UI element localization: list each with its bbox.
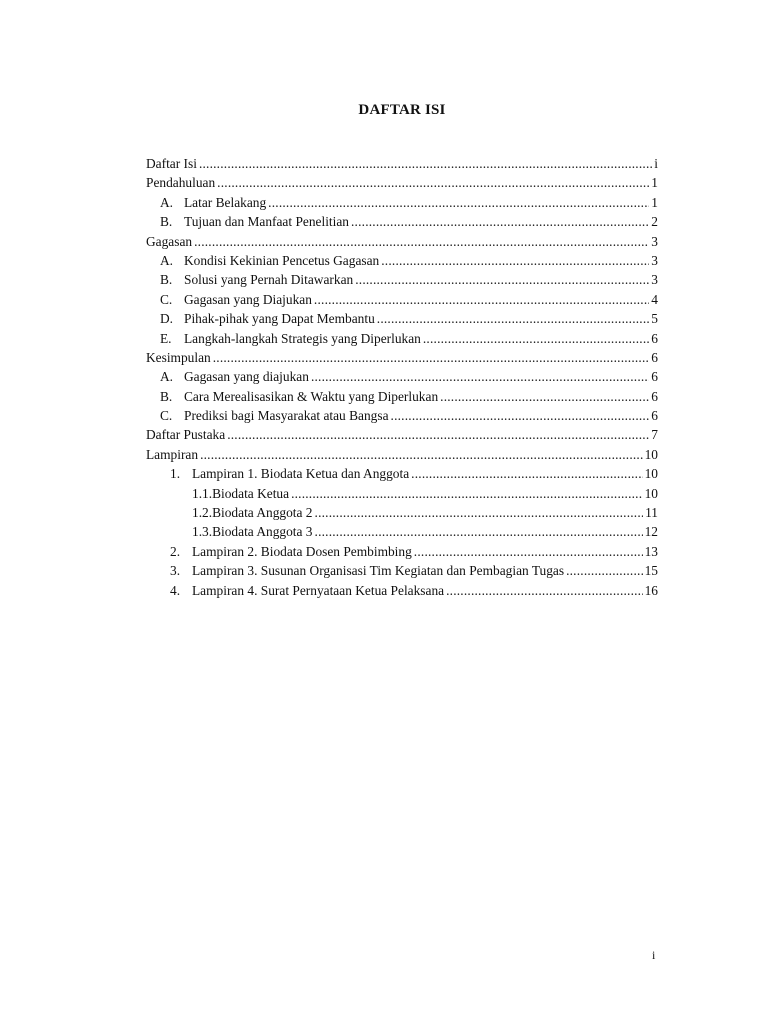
toc-entry-page: 16 [644,582,658,598]
toc-entry-page: 3 [651,252,658,268]
toc-entry[interactable] [146,445,658,464]
toc-entry[interactable] [146,503,658,522]
toc-entry-title: Cara Merealisasikan & Waktu yang Diperlukan [184,388,439,404]
toc-entry-marker: C. [160,408,173,424]
toc-entry-marker: 2. [170,543,181,559]
toc-entry[interactable] [146,309,658,328]
dot-leader [355,270,649,289]
toc-entry[interactable] [146,290,658,309]
toc-entry[interactable] [146,329,658,348]
toc-entry[interactable] [146,348,658,367]
toc-entry-title: 1.1.Biodata Ketua [192,485,290,501]
dot-leader [423,329,649,348]
dot-leader [194,232,649,251]
toc-entry-title: Gagasan [146,233,193,249]
toc-entry[interactable] [146,193,658,212]
toc-entry-title: Lampiran 2. Biodata Dosen Pembimbing [192,543,412,559]
dot-leader [377,309,650,328]
toc-entry-title: Daftar Pustaka [146,427,226,443]
dot-leader [411,464,642,483]
dot-leader [291,484,643,503]
toc-entry-title: Langkah-langkah Strategis yang Diperlukan [184,330,421,346]
toc-entry-page: 10 [644,446,658,462]
toc-entry-title: Lampiran [146,446,199,462]
toc-entry-marker: 1. [170,466,181,482]
toc-entry-page: 3 [651,272,658,288]
toc-entry-page: 6 [651,369,658,385]
toc-entry-title: 1.2.Biodata Anggota 2 [192,505,313,521]
toc-entry-page: 1 [651,194,658,210]
toc-entry[interactable] [146,542,658,561]
dot-leader [227,425,649,444]
toc-entry-title: Kesimpulan [146,349,211,365]
toc-entry-marker: E. [160,330,172,346]
dot-leader [440,387,649,406]
dot-leader [351,212,649,231]
toc-entry[interactable] [146,484,658,503]
toc-entry-page: 2 [651,214,658,230]
toc-entry-page: 15 [644,563,658,579]
dot-leader [199,154,652,173]
toc-entry[interactable] [146,406,658,425]
toc-entry-title: Gagasan yang Diajukan [184,291,312,307]
table-of-contents [146,154,658,600]
dot-leader [200,445,643,464]
dot-leader [268,193,649,212]
toc-entry-page: 5 [651,311,658,327]
toc-entry[interactable] [146,154,658,173]
toc-entry-marker: 4. [170,582,181,598]
toc-entry-title: Pihak-pihak yang Dapat Membantu [184,311,375,327]
toc-entry-page: 3 [651,233,658,249]
toc-entry-page: 4 [651,291,658,307]
toc-entry[interactable] [146,232,658,251]
toc-entry[interactable] [146,251,658,270]
toc-entry[interactable] [146,581,658,600]
toc-entry-marker: B. [160,272,173,288]
dot-leader [315,522,643,541]
toc-entry-marker: A. [160,194,174,210]
toc-entry[interactable] [146,522,658,541]
toc-entry[interactable] [146,270,658,289]
toc-entry-page: i [654,156,658,171]
toc-entry-title: Lampiran 4. Surat Pernyataan Ketua Pelaksana [192,582,445,598]
page-number: i [652,948,656,962]
toc-entry-page: 1 [651,175,658,191]
dot-leader [381,251,649,270]
toc-entry-marker: B. [160,214,173,230]
dot-leader [311,367,649,386]
dot-leader [391,406,650,425]
toc-entry[interactable] [146,425,658,444]
toc-entry[interactable] [146,173,658,192]
toc-entry-marker: B. [160,388,173,404]
toc-entry-marker: C. [160,291,173,307]
toc-entry[interactable] [146,367,658,386]
toc-entry-marker: A. [160,369,174,385]
toc-entry-title: Pendahuluan [146,175,216,191]
toc-entry[interactable] [146,212,658,231]
toc-entry-title: Prediksi bagi Masyarakat atau Bangsa [184,408,389,424]
toc-entry-title: Latar Belakang [184,194,267,210]
dot-leader [414,542,643,561]
toc-entry-page: 6 [651,330,658,346]
toc-entry-title: Gagasan yang diajukan [184,369,309,385]
dot-leader [446,581,643,600]
toc-entry-page: 12 [644,524,658,540]
toc-entry-page: 13 [644,543,658,559]
toc-entry[interactable] [146,464,658,483]
dot-leader [315,503,644,522]
dot-leader [314,290,649,309]
toc-entry-page: 7 [651,427,658,443]
dot-leader [217,173,649,192]
toc-entry-page: 6 [651,349,658,365]
toc-entry[interactable] [146,387,658,406]
toc-entry-marker: D. [160,311,174,327]
toc-entry-title: Lampiran 3. Susunan Organisasi Tim Kegiatan dan Pembagian Tugas [192,563,565,579]
toc-entry-marker: 3. [170,563,181,579]
toc-entry-title: Lampiran 1. Biodata Ketua dan Anggota [192,466,410,482]
toc-entry-page: 6 [651,388,658,404]
toc-entry-title: Daftar Isi [146,156,197,171]
toc-entry-page: 6 [651,408,658,424]
page-title: DAFTAR ISI [358,102,446,118]
toc-entry-title: Tujuan dan Manfaat Penelitian [184,214,349,230]
toc-entry-marker: A. [160,252,174,268]
toc-entry-title: Kondisi Kekinian Pencetus Gagasan [184,252,380,268]
dot-leader [213,348,650,367]
toc-entry-page: 10 [644,485,658,501]
toc-entry-title: 1.3.Biodata Anggota 3 [192,524,313,540]
toc-entry-page: 10 [644,466,658,482]
dot-leader [566,561,643,580]
toc-entry-title: Solusi yang Pernah Ditawarkan [184,272,354,288]
toc-entry[interactable] [146,561,658,580]
toc-entry-page: 11 [645,505,658,521]
